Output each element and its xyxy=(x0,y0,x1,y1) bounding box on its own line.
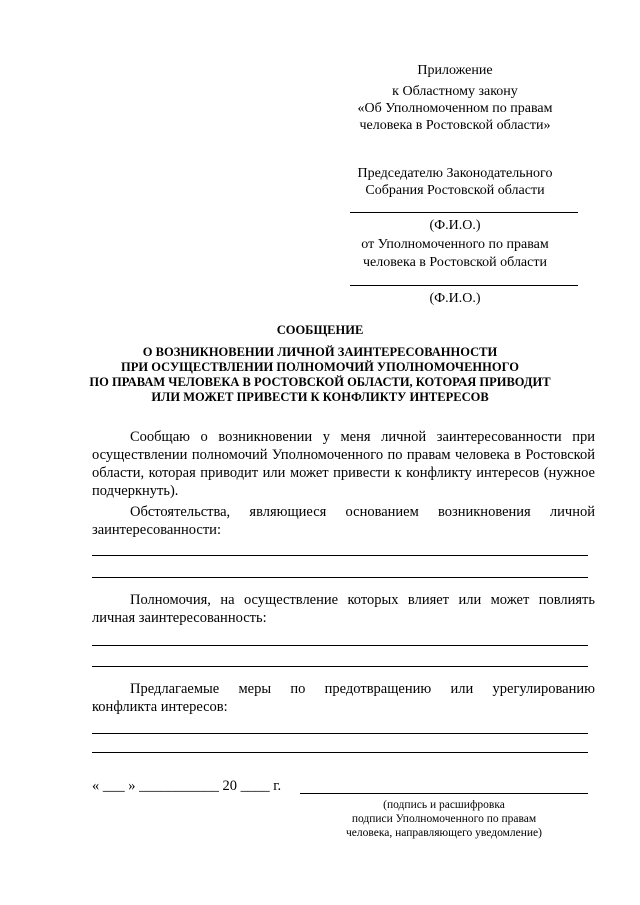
date-line xyxy=(92,777,281,795)
date-day-field[interactable]: ___ xyxy=(102,778,125,794)
date-month-field[interactable]: ___________ xyxy=(139,778,219,794)
date-year-field[interactable]: ____ xyxy=(240,778,270,794)
appendix-label: Приложение xyxy=(417,63,493,78)
paragraph-text: Сообщаю о возникновении у меня личной заинтересованности при осуществлении полномочий Уполномоченного по правам человека в Ростовской области, которая приводит или может привести к конфликту интересов (нужное подчеркнуть). xyxy=(92,429,595,499)
fio-caption: (Ф.И.О.) xyxy=(429,218,481,233)
law-reference-line: «Об Уполномоченном по правам xyxy=(357,101,553,116)
fio-caption: (Ф.И.О.) xyxy=(429,291,481,306)
paragraph-second-line: конфликта интересов: xyxy=(92,699,228,715)
year-prefix: 20 xyxy=(222,778,237,794)
quote-open: « xyxy=(92,778,100,794)
signature-line[interactable] xyxy=(300,793,588,794)
word: предотвращению xyxy=(324,681,432,697)
word: по xyxy=(290,681,306,697)
word: Предлагаемые xyxy=(130,681,220,697)
paragraph-circumstances xyxy=(92,503,595,539)
word: или xyxy=(450,681,474,697)
addressee-line: Собрания Ростовской области xyxy=(365,183,545,198)
paragraph-powers xyxy=(92,591,595,627)
law-reference-line: к Областному закону xyxy=(392,84,518,99)
paragraph-text: Полномочия, на осуществление которых влияет или может повлиять личная заинтересованность: xyxy=(92,592,595,626)
document-title-line: ПО ПРАВАМ ЧЕЛОВЕКА В РОСТОВСКОЙ ОБЛАСТИ, КОТОРАЯ ПРИВОДИТ xyxy=(89,375,551,389)
fill-line[interactable] xyxy=(92,733,588,734)
year-suffix: г. xyxy=(273,778,282,794)
fio-underline xyxy=(350,212,578,213)
paragraph-measures xyxy=(92,680,595,716)
document-title-line: О ВОЗНИКНОВЕНИИ ЛИЧНОЙ ЗАИНТЕРЕСОВАННОСТИ xyxy=(142,345,498,359)
addressee-line: Председателю Законодательного xyxy=(357,166,553,181)
document-title: СООБЩЕНИЕ xyxy=(276,323,364,337)
document-title-line: ПРИ ОСУЩЕСТВЛЕНИИ ПОЛНОМОЧИЙ УПОЛНОМОЧЕННОГО xyxy=(121,360,519,374)
fill-line[interactable] xyxy=(92,555,588,556)
fill-line[interactable] xyxy=(92,645,588,646)
quote-close: » xyxy=(128,778,136,794)
sender-line: от Уполномоченного по правам xyxy=(361,237,549,252)
paragraph-notification xyxy=(92,428,595,500)
fill-line[interactable] xyxy=(92,752,588,753)
fio-underline xyxy=(350,285,578,286)
law-reference-line: человека в Ростовской области» xyxy=(359,118,551,133)
sender-line: человека в Ростовской области xyxy=(363,255,547,270)
fill-line[interactable] xyxy=(92,577,588,578)
document-title-line: ИЛИ МОЖЕТ ПРИВЕСТИ К КОНФЛИКТУ ИНТЕРЕСОВ xyxy=(151,390,489,404)
paragraph-text: Обстоятельства, являющиеся основанием возникновения личной заинтересованности: xyxy=(92,504,595,538)
signature-caption: (подпись и расшифровка xyxy=(383,799,505,811)
paragraph-first-line xyxy=(92,680,595,698)
signature-caption: подписи Уполномоченного по правам xyxy=(351,813,537,825)
fill-line[interactable] xyxy=(92,666,588,667)
signature-caption: человека, направляющего уведомление) xyxy=(346,827,542,839)
word: меры xyxy=(238,681,272,697)
word: урегулированию xyxy=(492,681,595,697)
